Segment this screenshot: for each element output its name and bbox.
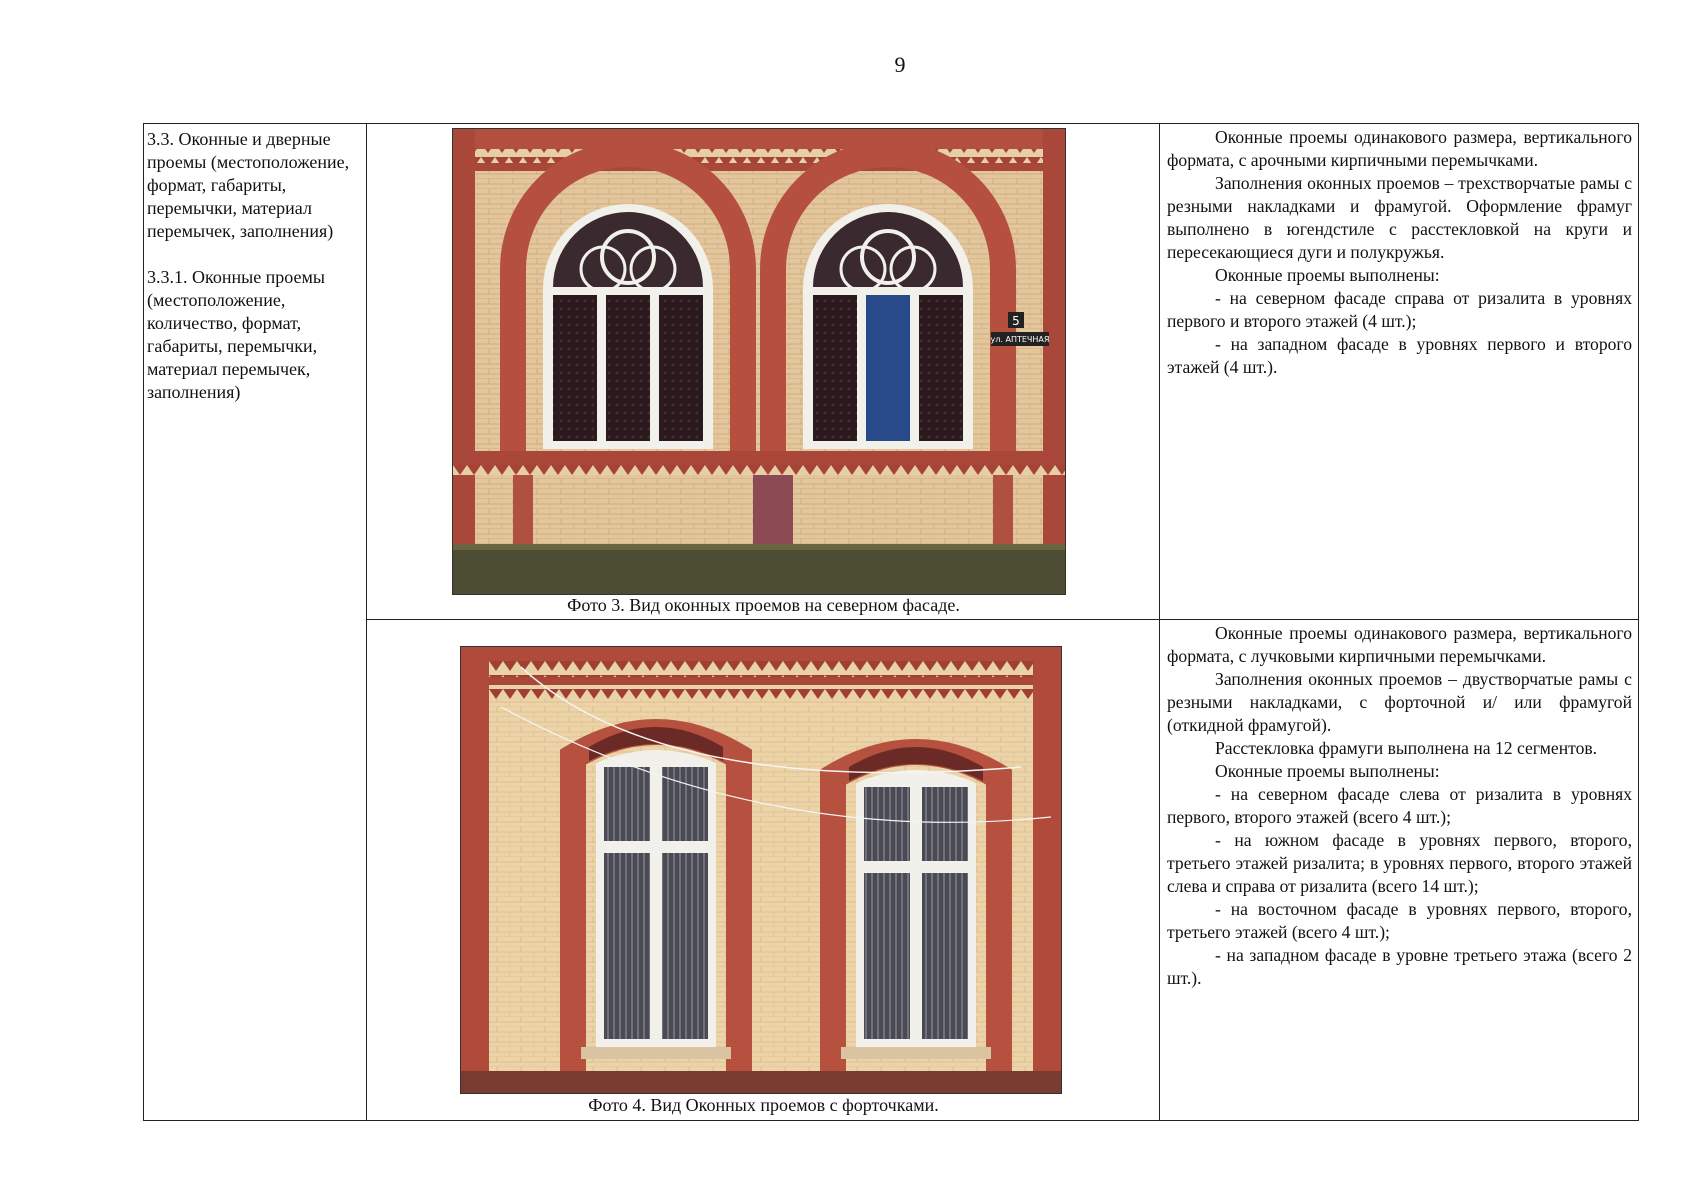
paragraph: Расстекловка фрамуги выполнена на 12 сегментов. bbox=[1215, 738, 1598, 758]
photo-3-north-facade bbox=[452, 128, 1066, 595]
list-item: - на северном фасаде справа от ризалита в уровнях первого и второго этажей (4 шт.); bbox=[1167, 288, 1632, 331]
list-item: - на западном фасаде в уровнях первого и второго этажей (4 шт.). bbox=[1167, 334, 1632, 377]
paragraph: Оконные проемы одинакового размера, вертикального формата, с лучковыми кирпичными перемычками. bbox=[1167, 623, 1632, 666]
description-cell-1 bbox=[1160, 124, 1639, 620]
list-item: - на северном фасаде слева от ризалита в уровнях первого, второго этажей (всего 4 шт.); bbox=[1167, 784, 1632, 827]
photo-3-image bbox=[453, 129, 1065, 594]
photo-cell-3 bbox=[367, 124, 1160, 620]
section-label-cell bbox=[144, 124, 367, 1121]
table-row bbox=[144, 124, 1639, 620]
list-item: - на южном фасаде в уровнях первого, второго, третьего этажей ризалита; в уровнях первого, второго этажей слева и справа от ризалита (всего 14 шт.); bbox=[1167, 830, 1632, 896]
photo-cell-4 bbox=[367, 620, 1160, 1121]
subsection-heading: 3.3.1. Оконные проемы (местоположение, количество, формат, габариты, перемычки, материал перемычек, заполнения) bbox=[147, 267, 326, 402]
paragraph: Оконные проемы выполнены: bbox=[1215, 761, 1440, 781]
survey-table bbox=[143, 123, 1639, 1121]
table-row bbox=[144, 620, 1639, 1121]
page-number: 9 bbox=[894, 52, 906, 77]
photo-4-windows-with-vents bbox=[460, 646, 1062, 1094]
paragraph: Заполнения оконных проемов – трехстворчатые рамы с резными накладками и фрамугой. Оформление фрамуг выполнено в югендстиле с расстекловкой на круги и пересекающиеся дуги и полукружья. bbox=[1167, 173, 1632, 262]
paragraph: Оконные проемы выполнены: bbox=[1215, 265, 1440, 285]
photo-4-image bbox=[461, 647, 1061, 1093]
paragraph: Заполнения оконных проемов – двустворчатые рамы с резными накладками, с форточной и/ или фрамугой (откидной фрамугой). bbox=[1167, 669, 1632, 735]
photo-3-caption: Фото 3. Вид оконных проемов на северном фасаде. bbox=[567, 595, 960, 615]
house-number-text: 5 bbox=[1012, 314, 1020, 328]
list-item: - на восточном фасаде в уровнях первого, второго, третьего этажей (всего 4 шт.); bbox=[1167, 899, 1632, 942]
list-item: - на западном фасаде в уровне третьего этажа (всего 2 шт.). bbox=[1167, 945, 1632, 988]
photo-4-caption: Фото 4. Вид Оконных проемов с форточками. bbox=[588, 1095, 939, 1115]
street-sign-text: ул. АПТЕЧНАЯ bbox=[990, 335, 1050, 344]
section-heading: 3.3. Оконные и дверные проемы (местоположение, формат, габариты, перемычки, материал перемычек, заполнения) bbox=[147, 129, 350, 241]
paragraph: Оконные проемы одинакового размера, вертикального формата, с арочными кирпичными перемычками. bbox=[1167, 127, 1632, 170]
description-cell-2 bbox=[1160, 620, 1639, 1121]
